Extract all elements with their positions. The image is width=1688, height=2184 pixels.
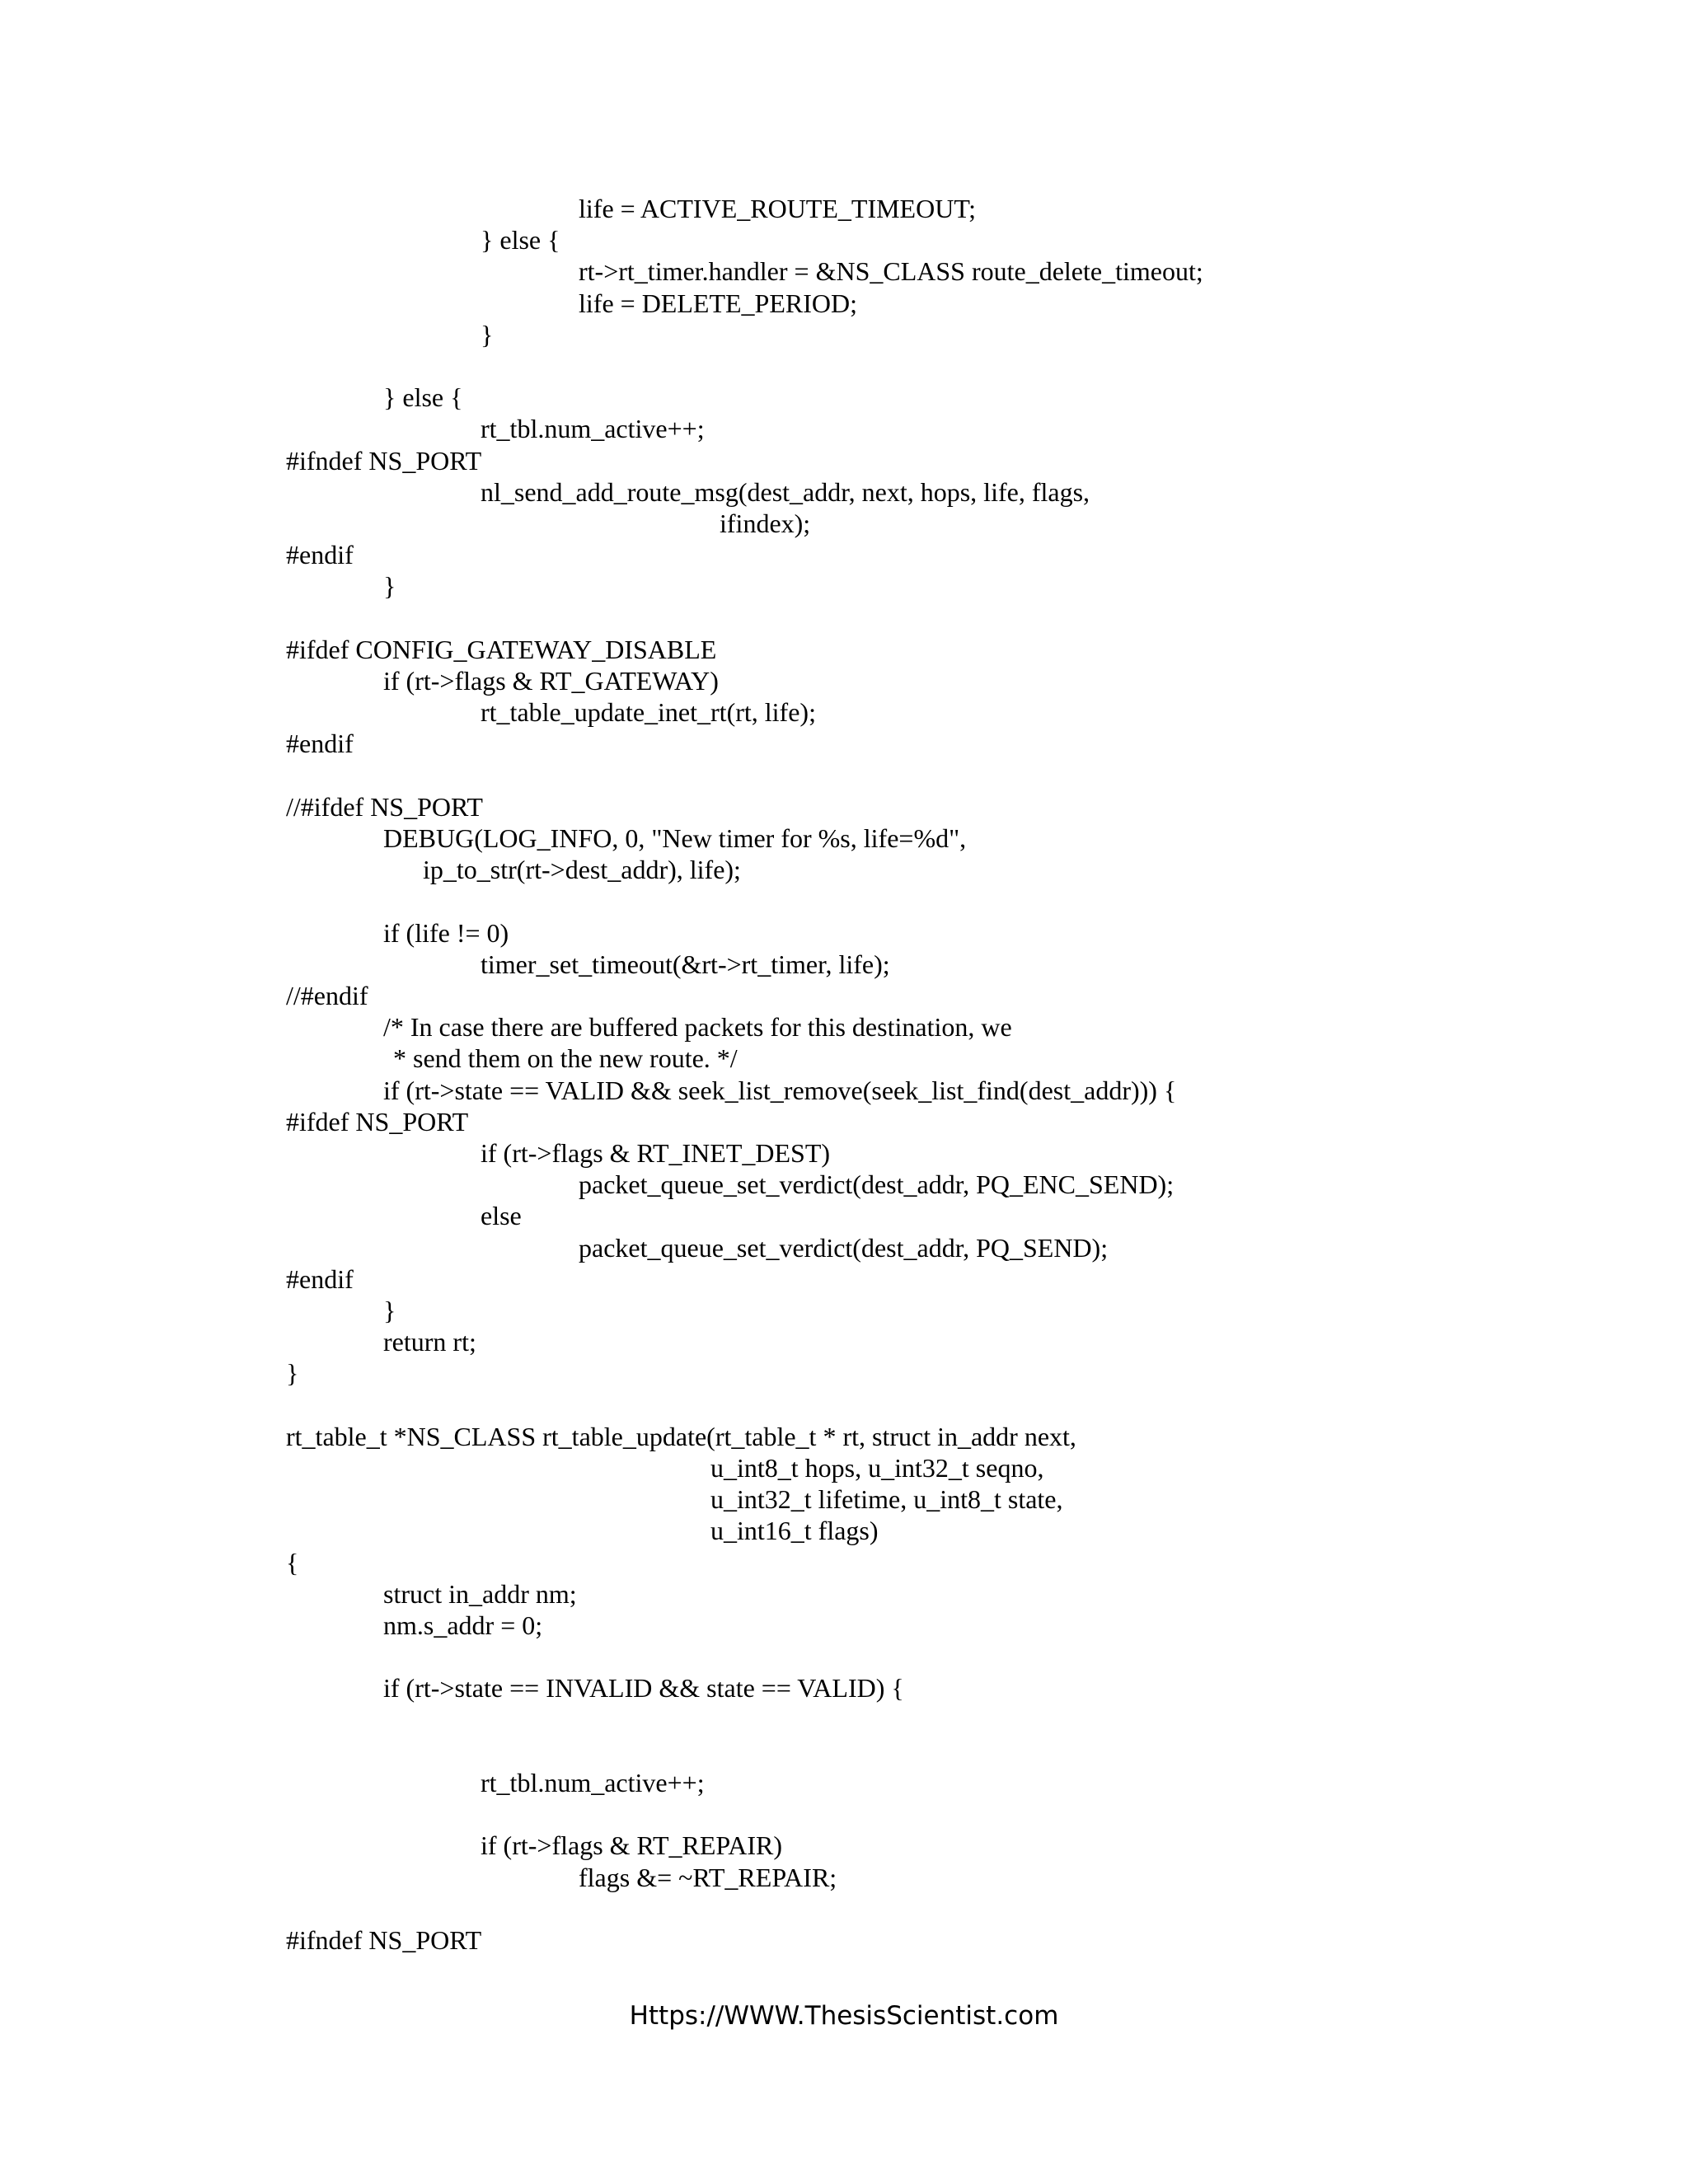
code-line: u_int16_t flags) bbox=[710, 1516, 879, 1545]
code-line: } bbox=[481, 320, 494, 349]
code-line: else bbox=[481, 1201, 522, 1230]
code-line: struct in_addr nm; bbox=[383, 1579, 577, 1609]
code-line: #ifdef NS_PORT bbox=[286, 1107, 469, 1137]
code-line: rt_table_t *NS_CLASS rt_table_update(rt_table_t * rt, struct in_addr next, bbox=[286, 1422, 1076, 1451]
code-line: DEBUG(LOG_INFO, 0, "New timer for %s, life=%d", bbox=[383, 823, 967, 853]
code-line: if (rt->state == INVALID && state == VALID) { bbox=[383, 1673, 904, 1703]
code-line: life = ACTIVE_ROUTE_TIMEOUT; bbox=[579, 194, 976, 223]
code-line: life = DELETE_PERIOD; bbox=[579, 288, 857, 318]
code-line: if (rt->state == VALID && seek_list_remove(seek_list_find(dest_addr))) { bbox=[383, 1076, 1177, 1105]
code-line: u_int32_t lifetime, u_int8_t state, bbox=[710, 1484, 1063, 1514]
code-line: u_int8_t hops, u_int32_t seqno, bbox=[710, 1453, 1044, 1483]
code-line: if (rt->flags & RT_REPAIR) bbox=[481, 1830, 783, 1860]
code-line: nl_send_add_route_msg(dest_addr, next, hops, life, flags, bbox=[481, 477, 1090, 507]
code-line: //#endif bbox=[286, 981, 368, 1010]
code-line: #endif bbox=[286, 1264, 354, 1294]
code-line: if (life != 0) bbox=[383, 918, 509, 948]
code-line: * send them on the new route. */ bbox=[387, 1043, 738, 1073]
code-line: timer_set_timeout(&rt->rt_timer, life); bbox=[481, 949, 890, 979]
code-line: return rt; bbox=[383, 1327, 476, 1357]
code-line: if (rt->flags & RT_GATEWAY) bbox=[383, 666, 719, 696]
code-line: rt_tbl.num_active++; bbox=[481, 1768, 705, 1797]
code-line: } bbox=[383, 571, 396, 601]
code-line: rt_table_update_inet_rt(rt, life); bbox=[481, 697, 816, 727]
code-line: #endif bbox=[286, 540, 354, 569]
code-line: packet_queue_set_verdict(dest_addr, PQ_ENC_SEND); bbox=[579, 1169, 1175, 1199]
code-line: if (rt->flags & RT_INET_DEST) bbox=[481, 1138, 831, 1168]
code-line: //#ifdef NS_PORT bbox=[286, 792, 483, 822]
code-line: ifindex); bbox=[720, 509, 811, 538]
code-line: #ifndef NS_PORT bbox=[286, 1925, 482, 1955]
code-line: /* In case there are buffered packets for this destination, we bbox=[383, 1012, 1012, 1042]
code-line: flags &= ~RT_REPAIR; bbox=[579, 1863, 837, 1892]
code-line: packet_queue_set_verdict(dest_addr, PQ_SEND); bbox=[579, 1233, 1109, 1263]
code-line: rt->rt_timer.handler = &NS_CLASS route_delete_timeout; bbox=[579, 256, 1203, 286]
code-line: } else { bbox=[383, 382, 463, 412]
code-line: } else { bbox=[481, 225, 560, 255]
code-line: #ifdef CONFIG_GATEWAY_DISABLE bbox=[286, 635, 717, 664]
code-line: rt_tbl.num_active++; bbox=[481, 414, 705, 443]
code-line: nm.s_addr = 0; bbox=[383, 1610, 543, 1640]
code-line: } bbox=[383, 1296, 396, 1325]
footer-url: Https://WWW.ThesisScientist.com bbox=[629, 2001, 1059, 2031]
code-line: { bbox=[286, 1548, 299, 1577]
code-line: #endif bbox=[286, 729, 354, 758]
code-line: ip_to_str(rt->dest_addr), life); bbox=[423, 855, 741, 884]
code-line: #ifndef NS_PORT bbox=[286, 446, 482, 476]
code-line: } bbox=[286, 1358, 299, 1388]
